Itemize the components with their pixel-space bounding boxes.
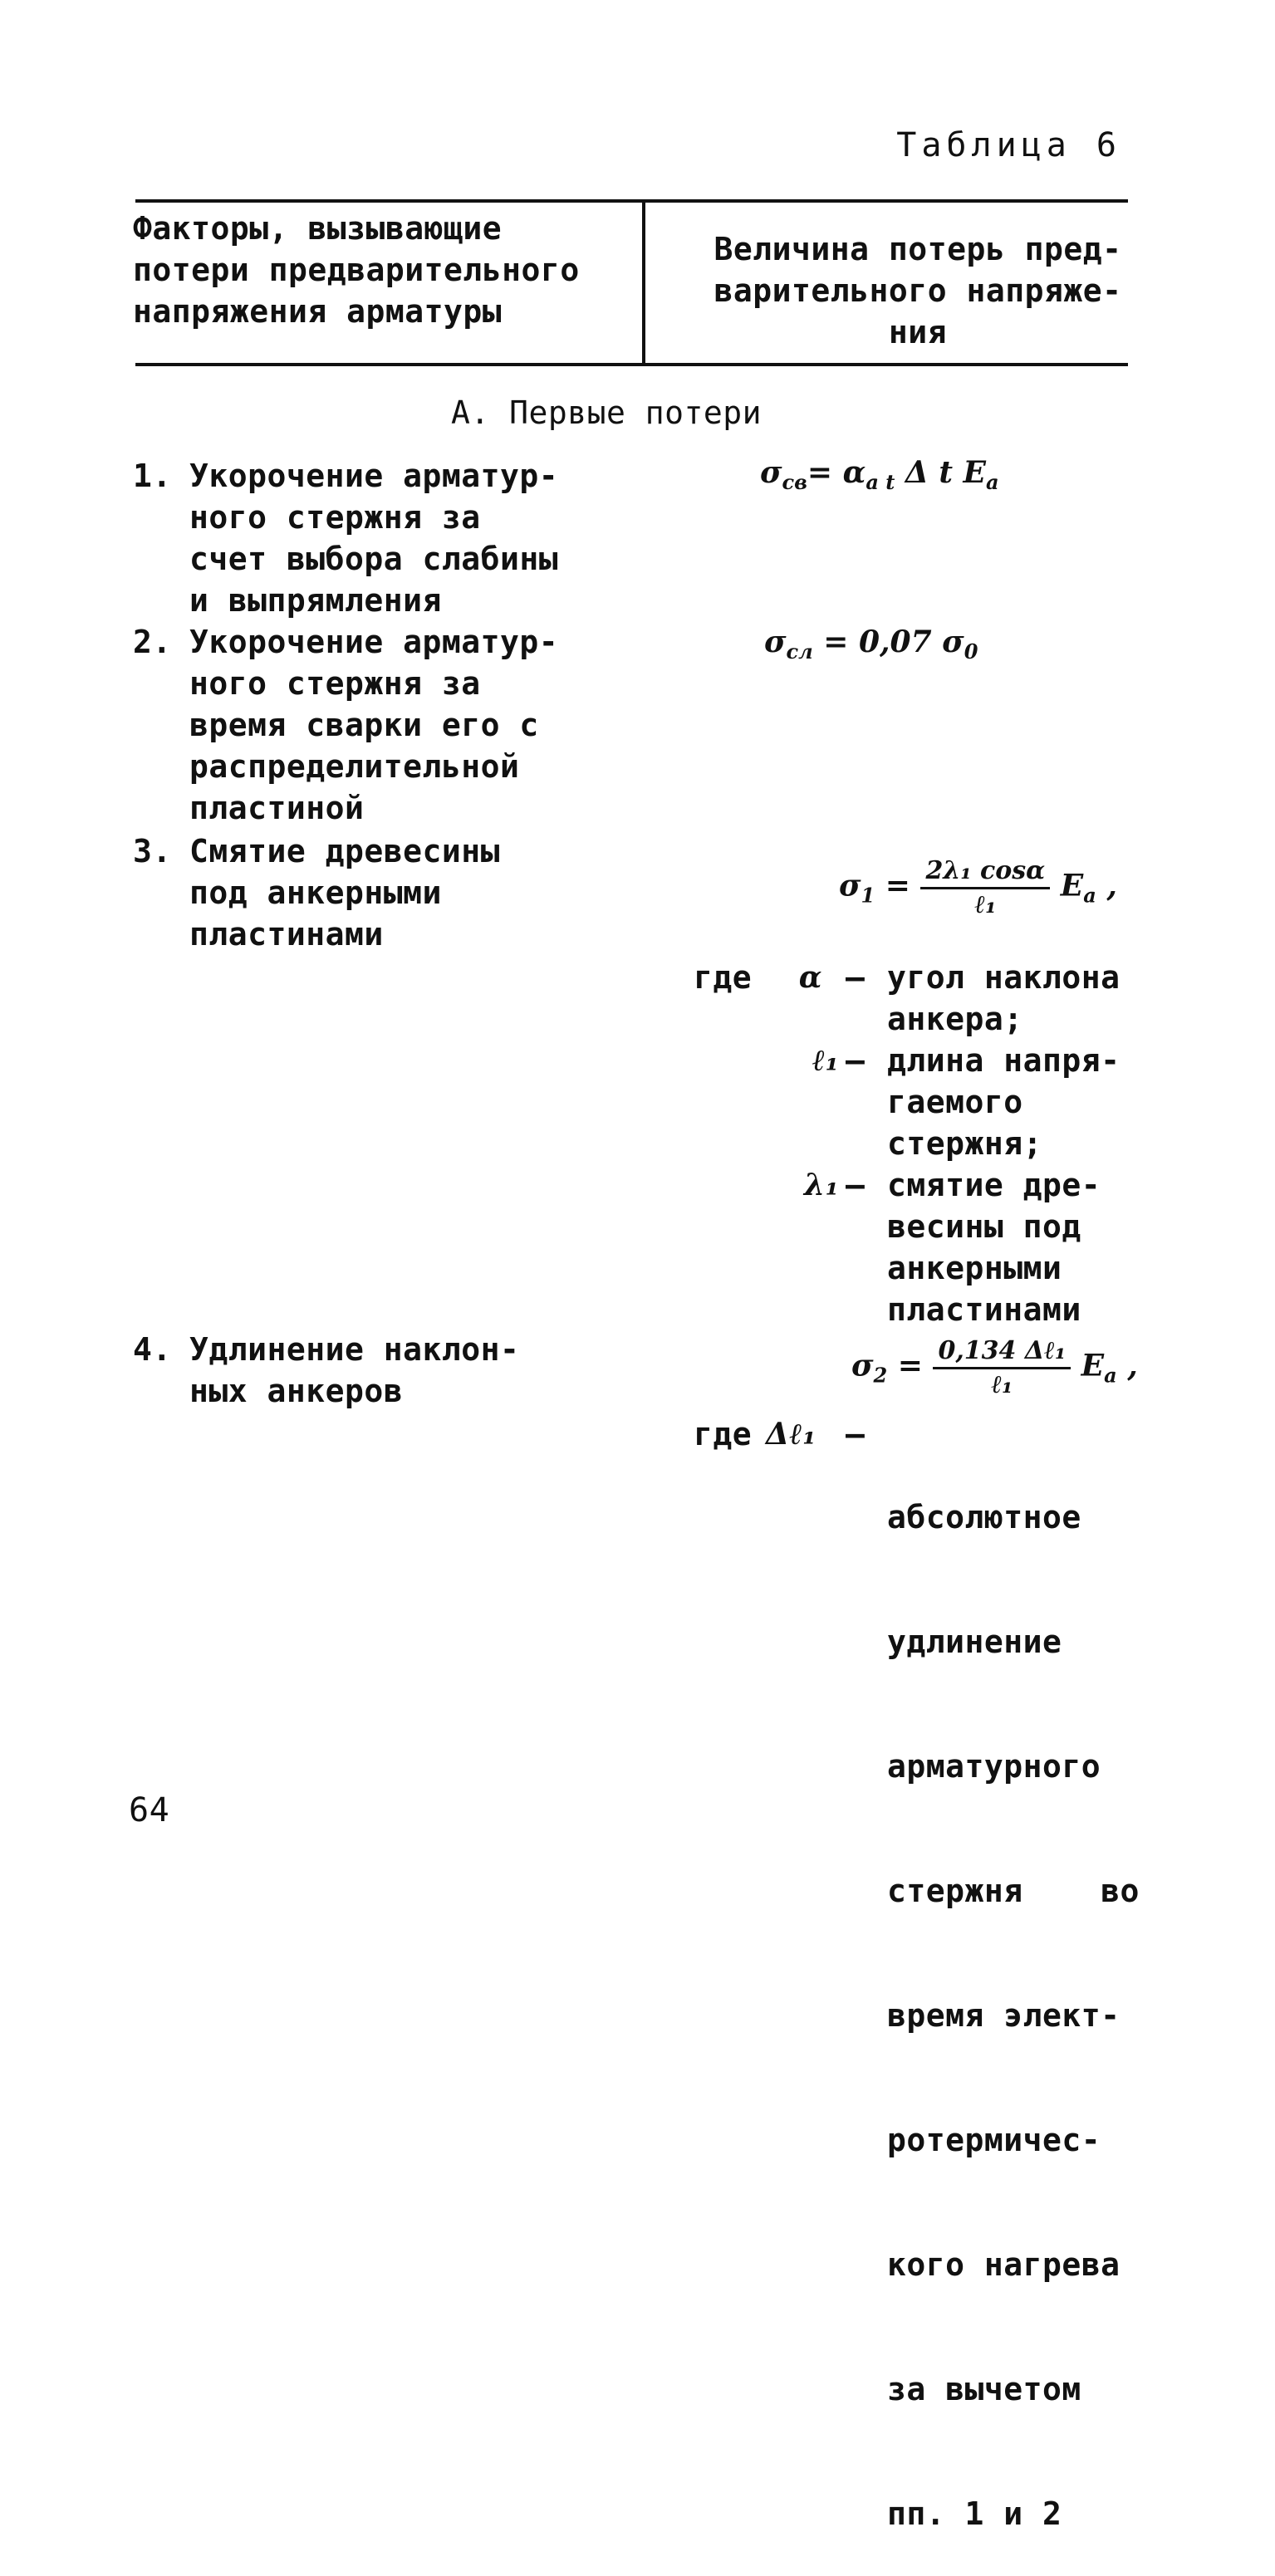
header-col1-line: Факторы, вызывающие bbox=[133, 210, 503, 247]
item-number: 1. bbox=[133, 458, 172, 494]
item-line: ного стержня за bbox=[189, 499, 481, 536]
formula-subscript: a bbox=[1083, 883, 1096, 908]
table-title: Таблица 6 bbox=[896, 126, 1121, 164]
formula-fraction bbox=[933, 1335, 1071, 1401]
definition-line: пп. 1 и 2 bbox=[887, 2495, 1062, 2532]
header-col2 bbox=[706, 228, 1130, 353]
item-line: ных анкеров bbox=[189, 1373, 404, 1409]
formula-subscript: сл bbox=[786, 639, 813, 664]
formula-symbol: σ bbox=[851, 1348, 874, 1383]
formula-symbol: σ bbox=[764, 624, 787, 659]
item-line: и выпрямления bbox=[189, 582, 442, 619]
header-column-divider bbox=[642, 199, 645, 365]
where-symbol: α bbox=[798, 960, 822, 995]
definition-line: абсолютное bbox=[887, 1499, 1081, 1535]
definition-line: стержня во bbox=[887, 1873, 1140, 1909]
where-label: где bbox=[694, 1416, 753, 1452]
definition-line: за вычетом bbox=[887, 2371, 1081, 2407]
where-definition bbox=[887, 1164, 1136, 1330]
where-definition bbox=[887, 1413, 1140, 2576]
fraction-numerator: 2λ₁ cosα bbox=[920, 855, 1050, 889]
formula-subscript: a t bbox=[866, 470, 895, 495]
definition-line: удлинение bbox=[887, 1623, 1062, 1660]
where-symbol: ℓ₁ bbox=[812, 1043, 839, 1078]
formula-part: E bbox=[1050, 868, 1084, 904]
formula-symbol: σ bbox=[760, 455, 782, 490]
formula-part: = α bbox=[807, 455, 866, 490]
item-line: пластинами bbox=[189, 916, 384, 953]
fraction-denominator: ℓ₁ bbox=[974, 890, 997, 919]
definition-line: анкерными bbox=[887, 1250, 1062, 1286]
header-col2-line: варительного напряже- bbox=[714, 272, 1122, 309]
header-col1-line: напряжения арматуры bbox=[133, 293, 503, 330]
definition-line: кого нагрева bbox=[887, 2246, 1121, 2283]
definition-line: анкера; bbox=[887, 1001, 1023, 1037]
formula-part: E bbox=[1071, 1348, 1105, 1383]
header-top-rule bbox=[135, 199, 1128, 203]
formula-2 bbox=[764, 624, 1096, 664]
item-line: Укорочение арматур- bbox=[189, 624, 559, 660]
header-col1 bbox=[133, 208, 631, 332]
where-definition bbox=[887, 1040, 1136, 1164]
formula-symbol: σ bbox=[839, 868, 861, 904]
where-dash: – bbox=[846, 1167, 866, 1203]
fraction-denominator: ℓ₁ bbox=[991, 1370, 1013, 1399]
item-line: Укорочение арматур- bbox=[189, 458, 559, 494]
header-col2-line: Величина потерь пред- bbox=[714, 231, 1122, 267]
definition-line: арматурного bbox=[887, 1748, 1101, 1785]
definition-line: время элект- bbox=[887, 1997, 1121, 2034]
definition-line: пластинами bbox=[887, 1291, 1081, 1328]
item-1-text bbox=[189, 455, 588, 621]
item-line: счет выбора слабины bbox=[189, 541, 559, 577]
fraction-numerator: 0,134 Δℓ₁ bbox=[933, 1335, 1071, 1369]
formula-part: = bbox=[887, 1348, 934, 1383]
item-line: Удлинение наклон- bbox=[189, 1331, 520, 1368]
definition-line: длина напря- bbox=[887, 1042, 1121, 1079]
definition-line: весины под bbox=[887, 1208, 1081, 1245]
section-title: А. Первые потери bbox=[450, 394, 763, 431]
item-line: время сварки его с bbox=[189, 707, 539, 743]
formula-part: = 0,07 σ bbox=[812, 624, 964, 659]
formula-fraction bbox=[920, 855, 1050, 921]
formula-subscript: св bbox=[782, 470, 807, 495]
where-dash: – bbox=[846, 1042, 866, 1079]
formula-part: , bbox=[1096, 868, 1117, 904]
item-line: пластиной bbox=[189, 790, 365, 826]
formula-part: = bbox=[875, 868, 921, 904]
item-number: 2. bbox=[133, 624, 172, 660]
item-number: 4. bbox=[133, 1331, 172, 1368]
item-line: Смятие древесины bbox=[189, 833, 501, 869]
item-2-text bbox=[189, 621, 588, 829]
formula-subscript: 2 bbox=[873, 1363, 888, 1388]
where-dash: – bbox=[846, 1416, 866, 1452]
where-symbol: λ₁ bbox=[803, 1168, 839, 1202]
definition-line: ротермичес- bbox=[887, 2122, 1101, 2158]
formula-4 bbox=[851, 1335, 1167, 1401]
item-line: распределительной bbox=[189, 748, 520, 785]
header-col2-line: ния bbox=[888, 314, 948, 350]
definition-line: гаемого bbox=[887, 1084, 1023, 1120]
definition-line: стержня; bbox=[887, 1125, 1043, 1162]
formula-1 bbox=[760, 455, 1109, 494]
page-number: 64 bbox=[129, 1791, 170, 1829]
item-number: 3. bbox=[133, 833, 172, 869]
formula-subscript: a bbox=[1104, 1363, 1117, 1388]
definition-line: угол наклона bbox=[887, 959, 1121, 996]
item-3-text bbox=[189, 830, 588, 955]
formula-subscript: 0 bbox=[964, 639, 978, 664]
where-symbol: Δℓ₁ bbox=[766, 1417, 816, 1452]
header-col1-line: потери предварительного bbox=[133, 252, 580, 288]
where-definition bbox=[887, 957, 1136, 1040]
definition-line: смятие дре- bbox=[887, 1167, 1101, 1203]
where-label: где bbox=[694, 959, 753, 996]
formula-3 bbox=[839, 855, 1155, 921]
formula-part: Δ t E bbox=[895, 455, 986, 490]
formula-subscript: 1 bbox=[861, 883, 875, 908]
formula-subscript: a bbox=[985, 470, 999, 495]
formula-part: , bbox=[1116, 1348, 1138, 1383]
item-line: под анкерными bbox=[189, 874, 442, 911]
item-line: ного стержня за bbox=[189, 665, 481, 702]
header-bottom-rule bbox=[135, 363, 1128, 366]
where-dash: – bbox=[846, 959, 866, 996]
item-4-text bbox=[189, 1329, 588, 1412]
